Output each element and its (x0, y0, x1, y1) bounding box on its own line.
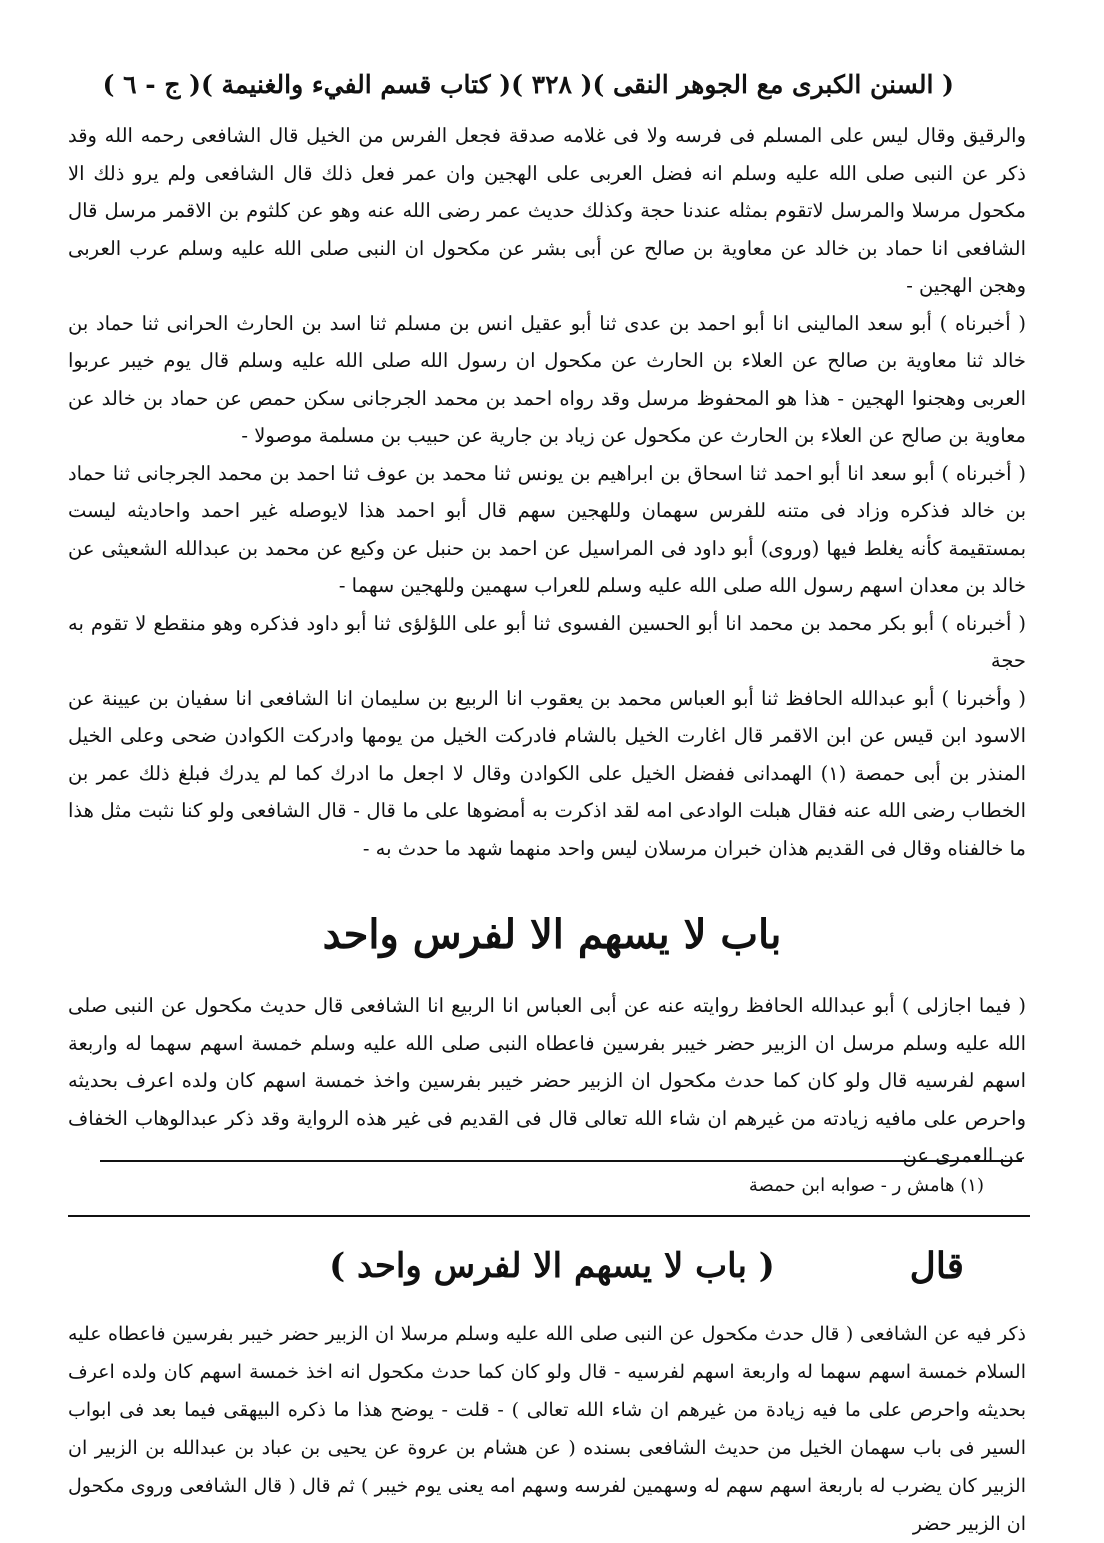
header-chapter: ( كتاب قسم الفيء والغنيمة ) (201, 69, 512, 99)
commentary-title: ( باب لا يسهم الا لفرس واحد ) (329, 1246, 775, 1286)
main-paragraph: ( أخبرناه ) أبو سعد المالينى انا أبو احمد بن عدى ثنا أبو عقيل انس بن مسلم ثنا اسد بن الحارث الحرانى ثنا حماد بن خالد ثنا معاوية بن صالح عن العلاء بن الحارث عن مكحول ان رسول الله صلى الله عليه وسلم قال يوم خيبر عربوا العربى وهجنوا الهجين - هذا هو المحفوظ مرسل وقد رواه احمد بن محمد الجرجانى سكن حمص عن حماد بن خالد عن معاوية بن صالح عن العلاء بن الحارث عن مكحول عن زياد بن جارية عن حبيب بن مسلمة موصولا - (68, 311, 1026, 447)
footnote: (١) هامش ر - صوابه ابن حمصة (748, 1175, 984, 1196)
commentary-qala: قال (909, 1245, 964, 1287)
main-paragraph: ( وأخبرنا ) أبو عبدالله الحافظ ثنا أبو العباس محمد بن يعقوب انا الربيع بن سليمان انا الشافعى انا سفيان بن عيينة عن الاسود ابن قيس عن ابن الاقمر قال اغارت الخيل بالشام فادركت الخيل من يومها وادركت الكوادن ضحى وعلى الخيل المنذر بن أبى حمصة (١) الهمدانى ففضل الخيل على الكوادن وقال لا اجعل ما ادرك كما لم يدرك فبلغ ذلك عمر بن الخطاب رضى الله عنه فقال هبلت الوادعى امه لقد اذكرت به أمضوها على ما قال - قال الشافعى ولو كنا نثبت مثل هذا ما خالفناه وقال فى القديم هذان خبران مرسلان ليس واحد منهما شهد ما حدث به - (68, 686, 1026, 860)
header-volume: ( ج - ٦ ) (102, 69, 202, 99)
commentary-paragraph: ذكر فيه عن الشافعى ( قال حدث مكحول عن النبى صلى الله عليه وسلم مرسلا ان الزبير حضر خيبر بفرسين فاعطاه عليه السلام خمسة اسهم سهما له واربعة اسهم لفرسيه - قال ولو كان كما حدث مكحول انه اخذ خمسة اسهم كان ولده اعرف بحديثه واحرص على ما فيه زيادة من غيرهم ان شاء الله تعالى ) - قلت - يوضح هذا ما ذكره البيهقى فيما بعد فى ابواب السير فى باب سهمان الخيل من حديث الشافعى بسنده ( عن هشام بن عروة عن يحيى بن عباد بن عبدالله بن الزبير ان الزبير كان يضرب له باربعة اسهم سهم له وسهمين لفرسه وسهم امه يعنى يوم خيبر ) ثم قال ( قال الشافعى وروى مكحول ان الزبير حضر (68, 1323, 1026, 1535)
footnote-divider (100, 1160, 1022, 1162)
chapter-title: باب لا يسهم الا لفرس واحد (322, 911, 782, 958)
main-text (68, 117, 1026, 867)
main-paragraph: ( أخبرناه ) أبو بكر محمد بن محمد انا أبو الحسين الفسوى ثنا أبو على اللؤلؤى ثنا أبو داود فذكره وهو منقطع لا تقوم به حجة (68, 611, 1026, 672)
main-paragraph: والرقيق وقال ليس على المسلم فى فرسه ولا فى غلامه صدقة فجعل الفرس من الخيل قال الشافعى رحمه الله وقد ذكر عن النبى صلى الله عليه وسلم انه فضل العربى على الهجين وان عمر فعل ذلك قال الشافعى ولم يرو ذلك الا مكحول مرسلا والمرسل لاتقوم بمثله عندنا حجة وكذلك حديث عمر رضى الله عنه وهو عن كلثوم بن الاقمر مرسل قال الشافعى انا حماد بن خالد عن معاوية بن صالح عن أبى بشر عن مكحول ان النبى صلى الله عليه وسلم عرب العربى وهجن الهجين - (68, 124, 1026, 297)
main-paragraph: ( أخبرناه ) أبو سعد انا أبو احمد ثنا اسحاق بن ابراهيم بن يونس ثنا محمد بن عوف ثنا احمد بن محمد الجرجانى ثنا حماد بن خالد فذكره وزاد فى متنه للفرس سهمان وللهجين سهم قال أبو احمد هذا لايوصله غير احمد واحاديثه ليست بمستقيمة كأنه يغلط فيها (وروى) أبو داود فى المراسيل عن احمد بن حنبل عن وكيع عن محمد بن عبدالله الشعيثى عن خالد بن معدان اسهم رسول الله صلى الله عليه وسلم للعراب سهمين وللهجين سهما - (68, 461, 1026, 597)
commentary-heading (0, 1236, 1104, 1296)
chapter-paragraph: ( فيما اجازلى ) أبو عبدالله الحافظ روايته عنه عن أبى العباس انا الربيع انا الشافعى قال حديث مكحول عن النبى صلى الله عليه وسلم مرسل ان الزبير حضر خيبر بفرسين فاعطاه النبى صلى الله عليه وسلم خمسة اسهم سهما له واربعة اسهم لفرسيه قال ولو كان كما حدث مكحول ان الزبير حضر خيبر بفرسين واخذ خمسة اسهم كان ولده اعرف بحديثه واحرص على مافيه زيادته من غيرهم ان شاء الله تعالى قال فى القديم فى غير هذه الرواية وقد ذكر عبدالوهاب الخفاف عن العمرى عن (68, 994, 1026, 1167)
commentary-divider (68, 1215, 1030, 1217)
header-page-number: ( ٣٢٨ ) (511, 69, 593, 99)
commentary-text (68, 1315, 1026, 1543)
header-book-title: ( السنن الكبرى مع الجوهر النقى ) (592, 69, 954, 99)
running-header (102, 62, 954, 106)
chapter-text (68, 987, 1026, 1175)
